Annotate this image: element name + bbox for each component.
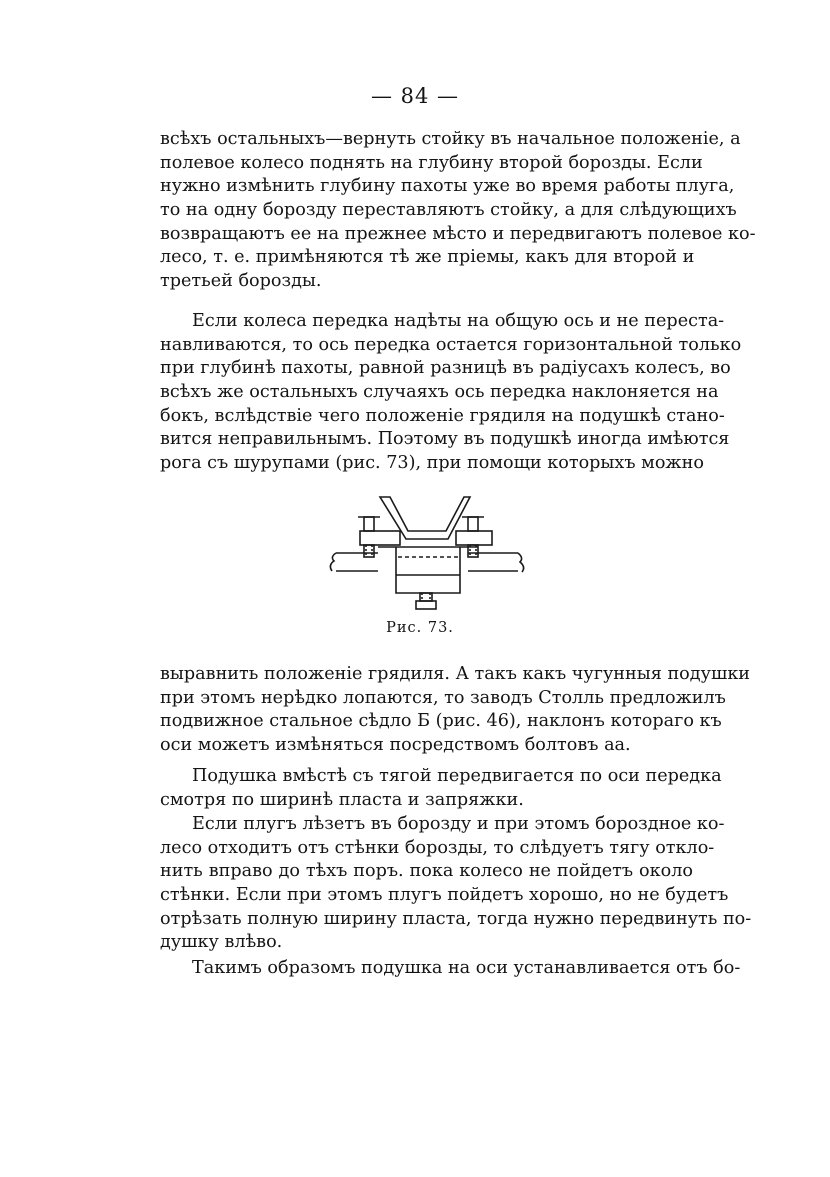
text-line: полевое колесо поднять на глубину второй борозды. Если (160, 152, 703, 173)
text-line: при этомъ нерѣдко лопаются, то заводъ Столль предложилъ (160, 687, 726, 708)
text-line: оси можетъ измѣняться посредствомъ болтовъ аа. (160, 735, 631, 756)
text-line: всѣхъ же остальныхъ случаяхъ ось передка наклоняется на (160, 382, 719, 403)
text-line: лесо, т. е. примѣняются тѣ же пріемы, какъ для второй и (160, 247, 695, 268)
text-line: рога съ шурупами (рис. 73), при помощи которыхъ можно (160, 453, 704, 474)
saddle-illustration (318, 495, 534, 615)
text-line: Если колеса передка надѣты на общую ось и не переста- (192, 311, 725, 331)
text-line: отрѣзать полную ширину пласта, тогда нужно передвинуть по- (160, 908, 752, 929)
text-line: подвижное стальное сѣдло Б (рис. 46), наклонъ котораго къ (160, 711, 722, 732)
text-line: Подушка вмѣстѣ съ тягой передвигается по оси передка (192, 766, 722, 786)
text-line: нить вправо до тѣхъ поръ. пока колесо не пойдетъ около (160, 861, 693, 882)
paragraph-4 (160, 765, 722, 812)
text-line: навливаются, то ось передка остается горизонтальной только (160, 334, 742, 355)
paragraph-6 (160, 957, 741, 981)
text-line: нужно измѣнить глубину пахоты уже во время работы плуга, (160, 176, 735, 197)
text-line: Такимъ образомъ подушка на оси устанавливается отъ бо- (192, 958, 741, 978)
text-line: душку влѣво. (160, 932, 283, 953)
paragraph-5 (160, 813, 752, 955)
text-line: то на одну борозду переставляютъ стойку, а для слѣдующихъ (160, 200, 737, 221)
figure-caption: Рис. 73. (386, 620, 454, 636)
text-line: стѣнки. Если при этомъ плугъ пойдетъ хорошо, но не будетъ (160, 885, 729, 906)
text-line: Если плугъ лѣзетъ въ борозду и при этомъ бороздное ко- (192, 814, 725, 834)
text-line: смотря по ширинѣ пласта и запряжки. (160, 789, 524, 810)
text-line: лесо отходитъ отъ стѣнки борозды, то слѣдуетъ тягу откло- (160, 837, 715, 858)
paragraph-1 (160, 128, 756, 294)
page-number: — 84 — (370, 84, 460, 108)
text-line: вится неправильнымъ. Поэтому въ подушкѣ иногда имѣются (160, 429, 730, 450)
text-line: третьей борозды. (160, 271, 322, 292)
text-line: выравнить положеніе грядиля. А такъ какъ чугунныя подушки (160, 664, 751, 684)
text-line: возвращаютъ ее на прежнее мѣсто и передвигаютъ полевое ко- (160, 223, 756, 244)
text-line: при глубинѣ пахоты, равной разницѣ въ радіусахъ колесъ, во (160, 358, 731, 379)
paragraph-3 (160, 663, 751, 758)
text-line: всѣхъ остальныхъ—вернуть стойку въ начальное положеніе, а (160, 129, 741, 149)
text-line: бокъ, вслѣдствіе чего положеніе грядиля на подушкѣ стано- (160, 405, 725, 426)
figure-73-saddle-drawing (318, 495, 534, 615)
paragraph-2 (160, 310, 742, 476)
